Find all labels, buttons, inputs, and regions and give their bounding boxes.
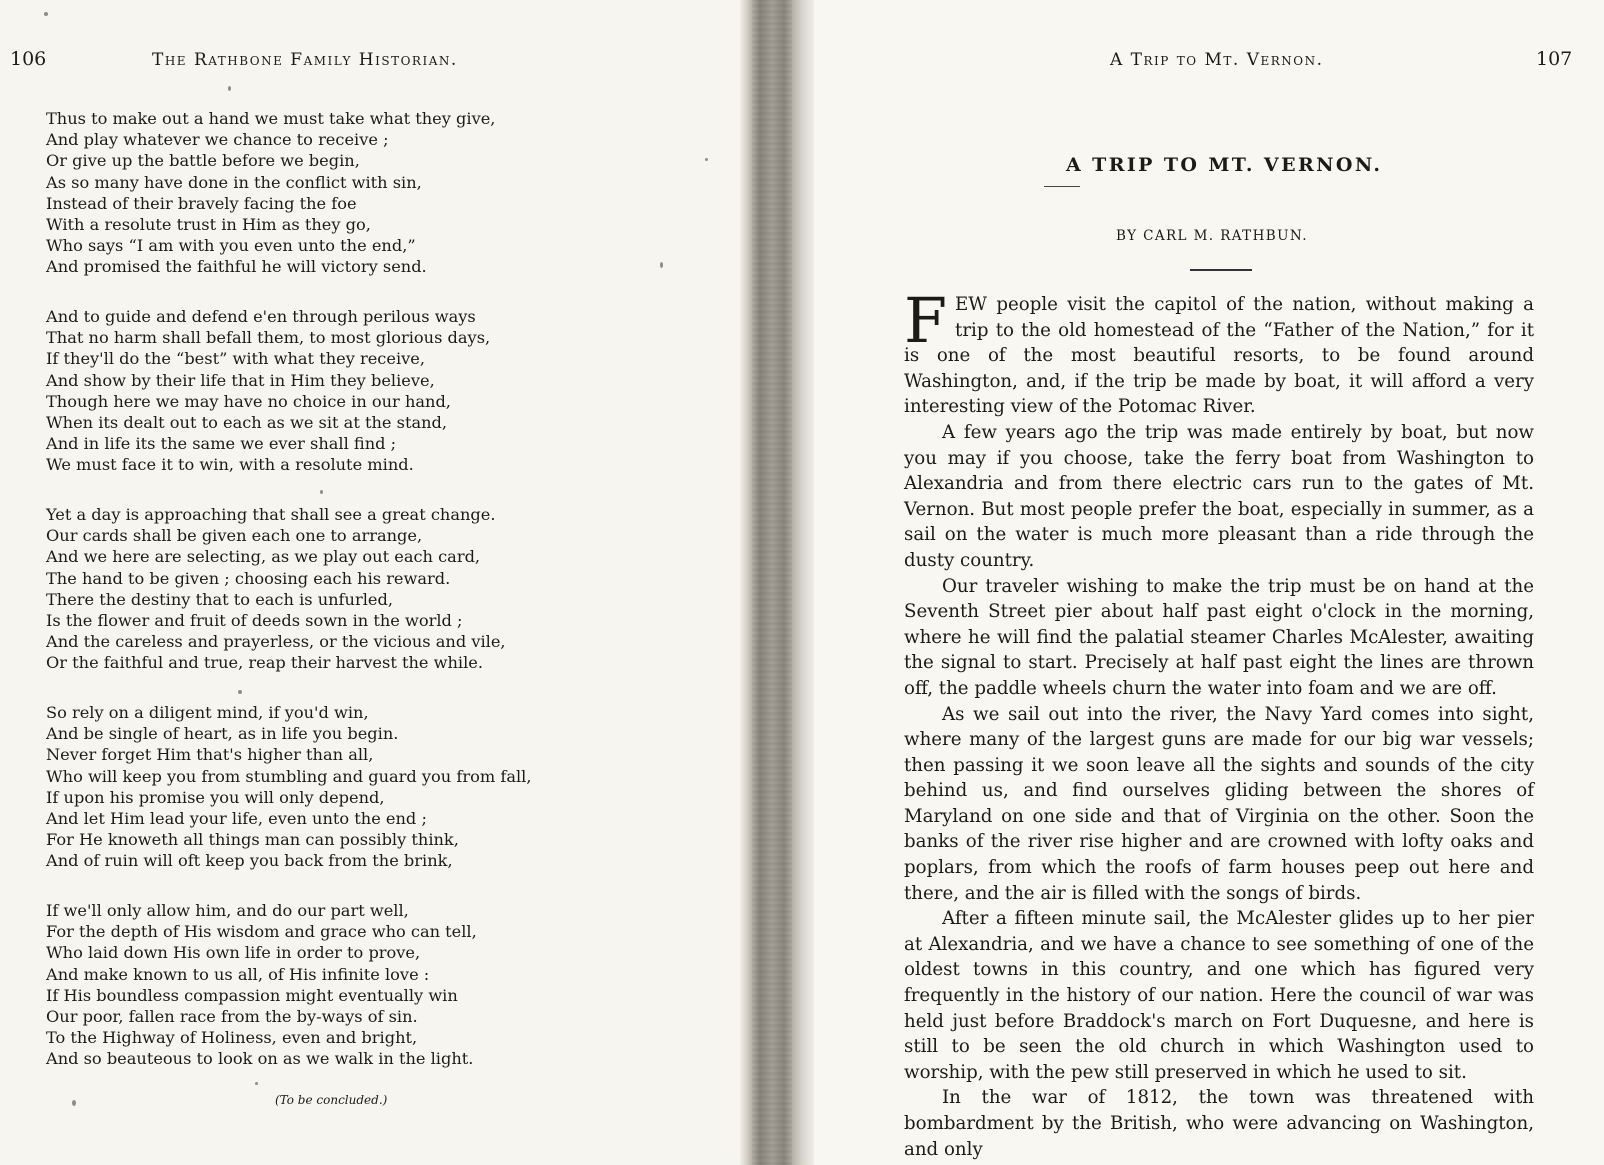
poem-line: If we'll only allow him, and do our part well, [46,901,409,920]
poem-line: And of ruin will oft keep you back from the brink, [46,851,453,871]
poem-line: As so many have done in the conflict with sin, [46,172,422,192]
poem-line: Or the faithful and true, reap their harvest the while. [46,653,483,673]
poem-stanza [46,702,606,872]
title-rule [1044,186,1080,187]
poem-line: If upon his promise you will only depend, [46,787,385,807]
poem-line: So rely on a diligent mind, if you'd win, [46,703,369,722]
poem-stanza [46,900,606,1070]
poem-line: And let Him lead your life, even unto the end ; [46,808,427,828]
running-head: The Rathbone Family Historian. [152,50,458,70]
poem-line: Who will keep you from stumbling and guard you from fall, [46,766,532,786]
poem-stanza [46,108,606,278]
poem-line: And so beauteous to look on as we walk in the light. [46,1049,474,1069]
poem-line: With a resolute trust in Him as they go, [46,214,371,234]
poem-line: And in life its the same we ever shall find ; [46,434,397,454]
article-body [904,284,1534,1162]
article-paragraph [904,284,1534,420]
paragraph-text: As we sail out into the river, the Navy Yard comes into sight, where many of the largest guns are made for our big war vessels; then passing it we soon leave all the sights and sounds of the city behind us, and find ourselves gliding between the shores of Maryland on one side and that of Virginia on the other. Soon the banks of the river rise higher and are crowned with lofty oaks and poplars, from which the roofs of farm houses peep out here and there, and the air is filled with the songs of birds. [904,703,1534,904]
scan-speck [660,262,663,268]
paragraph-text: After a fifteen minute sail, the McAlester glides up to her pier at Alexandria, and we have a chance to see something of one of the oldest towns in this country, and one which has figured very frequently in the history of our nation. Here the council of war was held just before Braddock's march on Fort Duquesne, and here is still to be seen the old church in which Washington used to worship, with the pew still preserved in which he used to sit. [904,908,1534,1083]
poem-line: That no harm shall befall them, to most glorious days, [46,328,491,348]
poem-line: If His boundless compassion might eventually win [46,985,458,1005]
paragraph-text: In the war of 1812, the town was threatened with bombardment by the British, who were advancing on Washington, and only [904,1087,1534,1160]
poem-line: Instead of their bravely facing the foe [46,193,357,213]
article-title: A TRIP TO MT. VERNON. [1066,154,1383,176]
byline: BY CARL M. RATHBUN. [1116,228,1308,244]
article-paragraph [904,702,1534,907]
scan-speck [705,158,708,161]
poem-stanza [46,306,606,476]
poem-line: Never forget Him that's higher than all, [46,745,374,765]
left-page [0,0,740,1165]
poem-stanza [46,504,606,674]
drop-cap: F [904,284,948,357]
poem-line: There the destiny that to each is unfurled, [46,589,393,609]
article-paragraph [904,574,1534,702]
poem-line: To the Highway of Holiness, even and bright, [46,1028,418,1048]
poem-line: And show by their life that in Him they believe, [46,370,435,390]
scan-speck [255,1082,258,1085]
poem-line: And make known to us all, of His infinite love : [46,964,430,984]
poem-line: And promised the faithful he will victory send. [46,257,427,277]
poem-line: For He knoweth all things man can possibly think, [46,830,459,850]
poem-line: Is the flower and fruit of deeds sown in the world ; [46,610,463,630]
poem-line: And play whatever we chance to receive ; [46,130,389,150]
poem-line: And to guide and defend e'en through perilous ways [46,307,476,326]
scan-speck [320,490,323,494]
poem-line: Our cards shall be given each one to arrange, [46,526,423,546]
paragraph-text: A few years ago the trip was made entirely by boat, but now you may if you choose, take the ferry boat from Washington to Alexandria and from there electric cars run to the gates of Mt. Vernon. But most people prefer the boat, especially in summer, as a sail on the water is much more pleasant than a ride through the dusty country. [904,421,1534,571]
poem-line: The hand to be given ; choosing each his reward. [46,568,451,588]
poem-line: Who laid down His own life in order to prove, [46,943,421,963]
poem-line: When its dealt out to each as we sit at the stand, [46,412,448,432]
scan-speck [72,1100,76,1106]
poem-line: If they'll do the “best” with what they receive, [46,349,425,369]
paragraph-text: Our traveler wishing to make the trip must be on hand at the Seventh Street pier about half past eight o'clock in the morning, where he will find the palatial steamer Charles McAlester, awaiting the signal to start. Precisely at half past eight the lines are thrown off, the paddle wheels churn the water into foam and we are off. [904,575,1534,699]
article-paragraph [904,1085,1534,1162]
poem-line: And we here are selecting, as we play out each card, [46,547,481,567]
poem-line: And be single of heart, as in life you begin. [46,724,399,744]
byline-rule [1190,269,1252,271]
poem-line: Thus to make out a hand we must take what they give, [46,109,496,128]
poem-line: Yet a day is approaching that shall see a great change. [46,505,496,524]
running-head: A Trip to Mt. Vernon. [1110,50,1324,70]
poem-line: Though here we may have no choice in our hand, [46,391,451,411]
page-number: 107 [1536,48,1573,70]
to-be-concluded-note: (To be concluded.) [275,1093,388,1107]
poem [46,108,606,1098]
right-page [814,0,1604,1165]
poem-line: For the depth of His wisdom and grace who can tell, [46,922,477,942]
scan-speck [228,86,231,91]
poem-line: Who says “I am with you even unto the end,” [46,236,416,256]
poem-line: Or give up the battle before we begin, [46,151,360,171]
article-paragraph [904,420,1534,574]
poem-line: And the careless and prayerless, or the vicious and vile, [46,632,506,652]
scan-speck [238,690,242,694]
article-paragraph [904,906,1534,1085]
poem-line: We must face it to win, with a resolute mind. [46,455,414,475]
paragraph-text: EW people visit the capitol of the nation, without making a trip to the old homestead of the “Father of the Nation,” for it is one of the most beautiful resorts, to be found around Washington, and, if the trip be made by boat, it will afford a very interesting view of the Potomac River. [904,294,1534,418]
scan-speck [44,12,48,16]
gutter-shadow [752,0,792,1165]
page-number: 106 [10,48,47,70]
poem-line: Our poor, fallen race from the by-ways of sin. [46,1006,418,1026]
